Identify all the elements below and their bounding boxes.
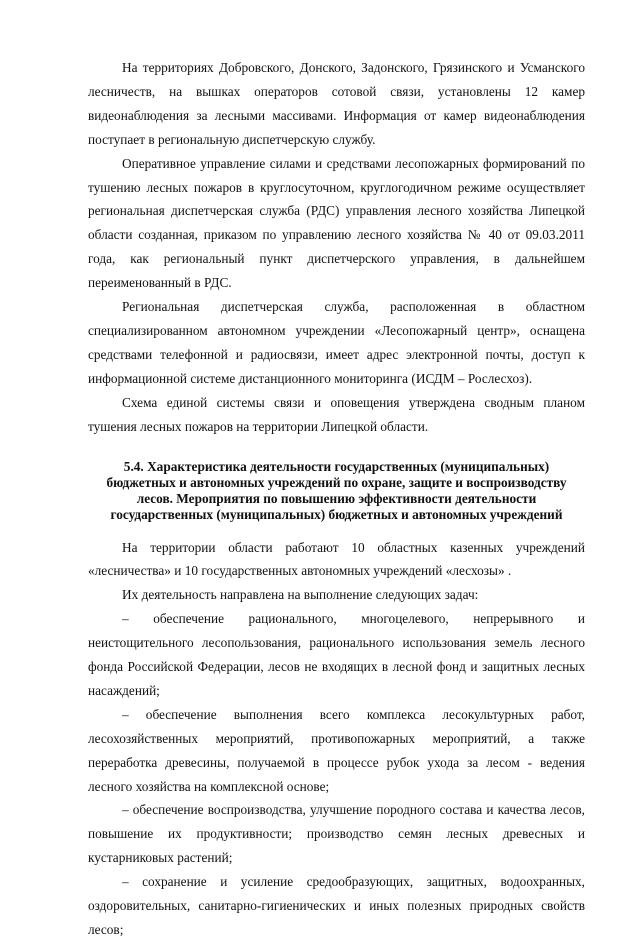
- list-item-task-4: – сохранение и усиление средообразующих, защитных, водоохранных, оздоровительных, санитарно-гигиенических и иных полезных природных свойств лесов;: [88, 874, 585, 937]
- paragraph-operational-management: Оперативное управление силами и средствами лесопожарных формирований по тушению лесных пожаров в круглосуточном, круглогодичном режиме осуществляет региональная диспетчерская служба (РДС) управления лесного хозяйства Липецкой области созданная, приказом по управлению лесного хозяйства № 40 от 09.03.2011 года, как региональный пункт диспетчерского управления, в дальнейшем переименованный в РДС.: [88, 155, 585, 291]
- paragraph-institutions: На территории области работают 10 областных казенных учреждений «лесничества» и 10 государственных автономных учреждений «лесхозы» .: [88, 539, 585, 579]
- list-item-task-2: – обеспечение выполнения всего комплекса лесокультурных работ, лесохозяйственных мероприятий, противопожарных мероприятий, а также переработка древесины, получаемой в процессе рубок ухода за лесом - ведения лесного хозяйства на комплексной основе;: [88, 706, 585, 794]
- section-heading: 5.4. Характеристика деятельности государственных (муниципальных) бюджетных и автономных учреждений по охране, защите и воспроизводству лесов. Мероприятия по повышению эффективности деятельности государственных (муниципальных) бюджетных и автономных учреждений: [106, 458, 567, 522]
- list-item-task-1: – обеспечение рационального, многоцелевого, непрерывного и неистощительного лесопользования, рационального использования земель лесного фонда Российской Федерации, лесов не входящих в лесной фонд и защитных лесных насаждений;: [88, 611, 585, 698]
- paragraph-video-cameras: На территориях Добровского, Донского, Задонского, Грязинского и Усманского лесничеств, на вышках операторов сотовой связи, установлены 12 камер видеонаблюдения за лесными массивами. Информация от камер видеонаблюдения поступает в региональную диспетчерскую службу.: [88, 60, 585, 147]
- paragraph-tasks-intro: Их деятельность направлена на выполнение следующих задач:: [122, 587, 479, 603]
- paragraph-communication-scheme: Схема единой системы связи и оповещения утверждена сводным планом тушения лесных пожаров на территории Липецкой области.: [88, 394, 585, 434]
- paragraph-dispatch-service: Региональная диспетчерская служба, расположенная в областном специализированном автономном учреждении «Лесопожарный центр», оснащена средствами телефонной и радиосвязи, имеет адрес электронной почты, доступ к информационной системе дистанционного мониторинга (ИСДМ – Рослесхоз).: [88, 299, 585, 386]
- document-page: [88, 56, 585, 942]
- list-item-task-3: – обеспечение воспроизводства, улучшение породного состава и качества лесов, повышение их продуктивности; производство семян лесных древесных и кустарниковых растений;: [88, 802, 585, 866]
